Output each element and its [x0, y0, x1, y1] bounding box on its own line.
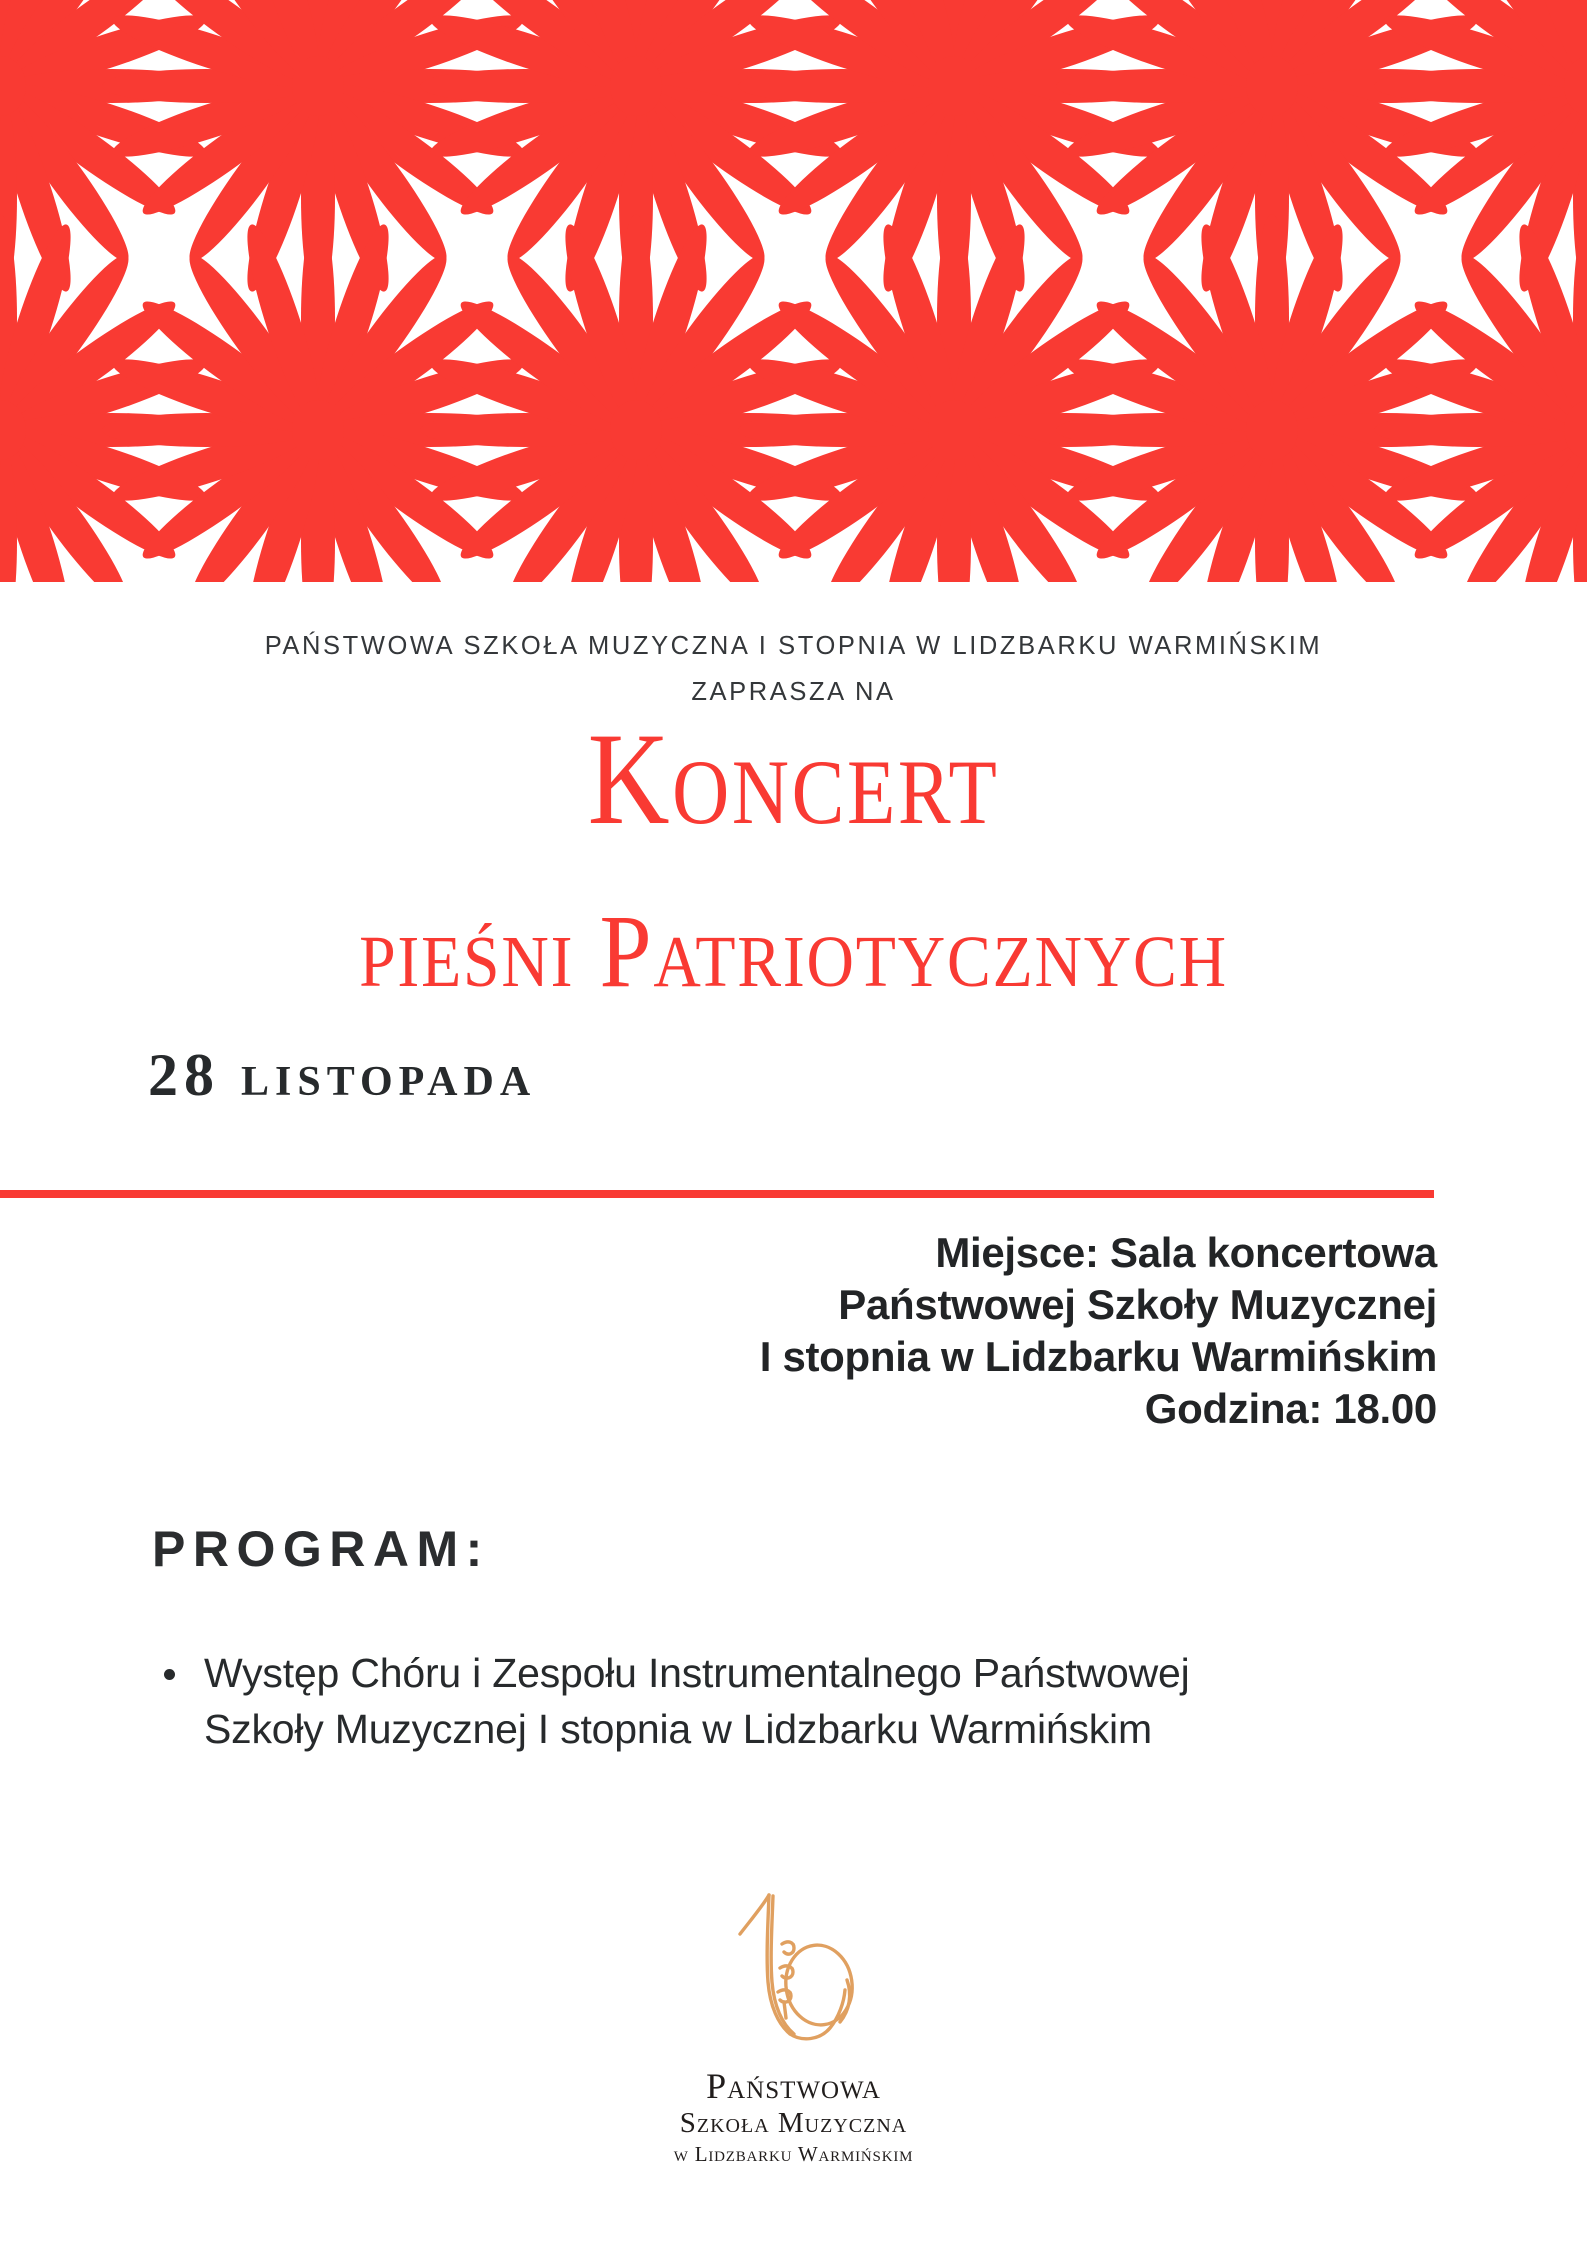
floral-banner	[0, 0, 1587, 582]
venue-line-1: Miejsce: Sala koncertowa	[935, 1229, 1437, 1276]
program-list	[152, 1645, 1302, 1757]
page-title: Koncert	[587, 705, 1000, 852]
invitation-text	[0, 623, 1587, 715]
logo-line-3: w Lidzbarku Warmińskim	[673, 2142, 914, 2166]
event-date: 28 listopada	[148, 1042, 537, 1108]
school-logo	[0, 1882, 1587, 2165]
program-heading: PROGRAM:	[152, 1521, 490, 1577]
invitation-line-2: ZAPRASZA NA	[691, 678, 896, 706]
venue-block	[380, 1227, 1437, 1435]
venue-line-3: I stopnia w Lidzbarku Warmińskim	[759, 1333, 1437, 1380]
red-divider-rule	[0, 1190, 1434, 1198]
invitation-line-1: PAŃSTWOWA SZKOŁA MUZYCZNA I STOPNIA W LIDZBARKU WARMIŃSKIM	[264, 632, 1323, 660]
logo-wordmark	[0, 2068, 1587, 2165]
venue-line-2: Państwowej Szkoły Muzycznej	[838, 1281, 1437, 1328]
venue-time: Godzina: 18.00	[1144, 1385, 1437, 1432]
page-subtitle: pieśni Patriotycznych	[359, 894, 1228, 1009]
logo-line-1: Państwowa	[706, 2066, 881, 2106]
list-item	[152, 1645, 1302, 1757]
program-item-text: Występ Chóru i Zespołu Instrumentalnego Państwowej Szkoły Muzycznej I stopnia w Lidzbarku Warmińskim	[204, 1650, 1190, 1752]
saxophone-icon	[706, 1882, 882, 2060]
bullet-icon	[164, 1669, 175, 1680]
logo-line-2: Szkoła Muzyczna	[679, 2107, 908, 2139]
